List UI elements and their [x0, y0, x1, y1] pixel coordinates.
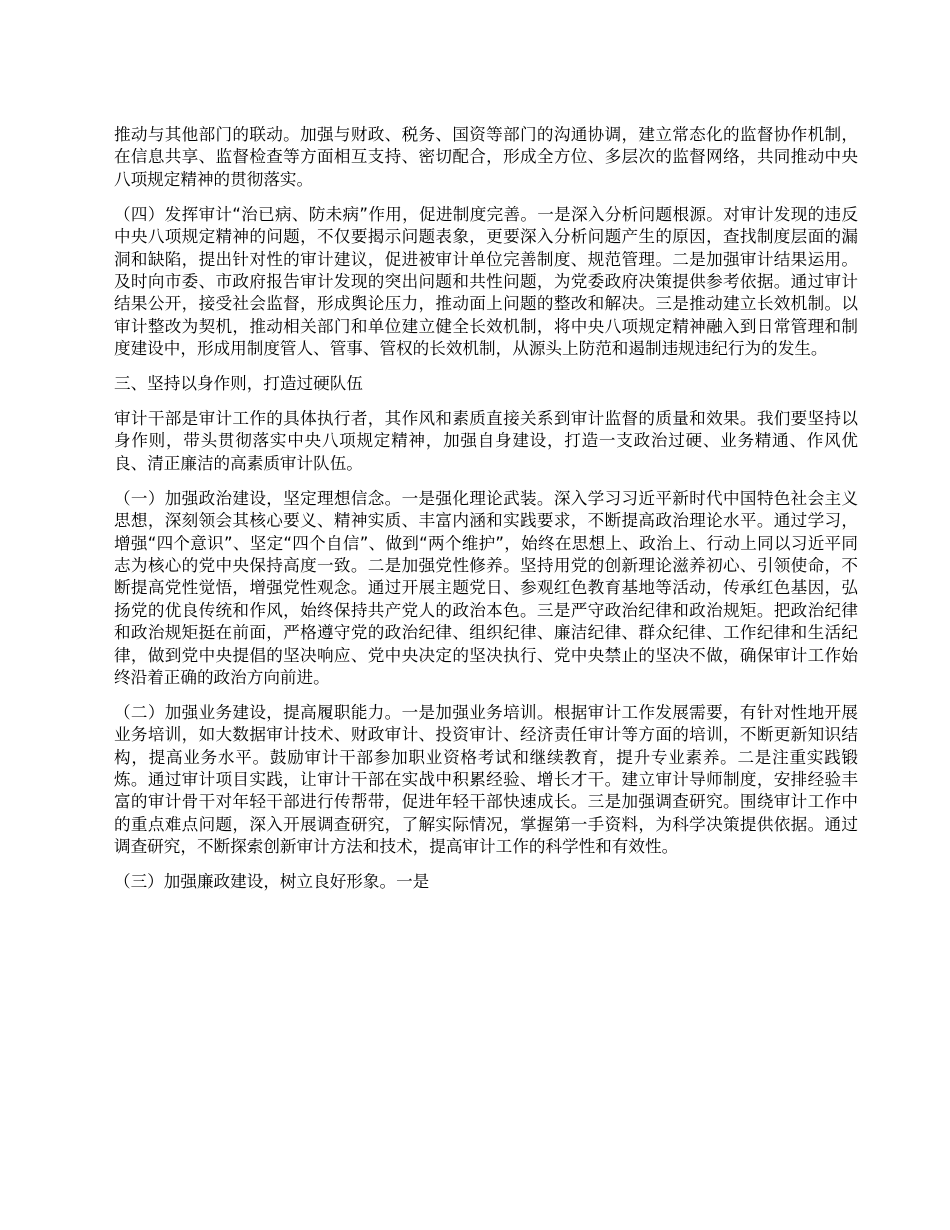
paragraph-business-building: （二）加强业务建设，提高履职能力。一是加强业务培训。根据审计工作发展需要，有针对性地开展业务培训，如大数据审计技术、财政审计、投资审计、经济责任审计等方面的培训，不断更新知识结构，提高业务水平。鼓励审计干部参加职业资格考试和继续教育，提升专业素养。二是注重实践锻炼。通过审计项目实践，让审计干部在实战中积累经验、增长才干。建立审计导师制度，安排经验丰富的审计骨干对年轻干部进行传帮带，促进年轻干部快速成长。三是加强调查研究。围绕审计工作中的重点难点问题，深入开展调查研究，了解实际情况，掌握第一手资料，为科学决策提供依据。通过调查研究，不断探索创新审计方法和技术，提高审计工作的科学性和有效性。 — [114, 702, 858, 857]
paragraph-political-building: （一）加强政治建设，坚定理想信念。一是强化理论武装。深入学习习近平新时代中国特色社会主义思想，深刻领会其核心要义、精神实质、丰富内涵和实践要求，不断提高政治理论水平。通过学习，增强“四个意识”、坚定“四个自信”、做到“两个维护”，始终在思想上、政治上、行动上同以习近平同志为核心的党中央保持高度一致。二是加强党性修养。坚持用党的创新理论滋养初心、引领使命，不断提高党性觉悟，增强党性观念。通过开展主题党日、参观红色教育基地等活动，传承红色基因，弘扬党的优良传统和作风，始终保持共产党人的政治本色。三是严守政治纪律和政治规矩。把政治纪律和政治规矩挺在前面，严格遵守党的政治纪律、组织纪律、廉洁纪律、群众纪律、工作纪律和生活纪律，做到党中央提倡的坚决响应、党中央决定的坚决执行、党中央禁止的坚决不做，确保审计工作始终沿着正确的政治方向前进。 — [114, 488, 858, 687]
paragraph-section-four: （四）发挥审计“治已病、防未病”作用，促进制度完善。一是深入分析问题根源。对审计发现的违反中央八项规定精神的问题，不仅要揭示问题表象，更要深入分析问题产生的原因，查找制度层面的漏洞和缺陷，提出针对性的审计建议，促进被审计单位完善制度、规范管理。二是加强审计结果运用。及时向市委、市政府报告审计发现的突出问题和共性问题，为党委政府决策提供参考依据。通过审计结果公开，接受社会监督，形成舆论压力，推动面上问题的整改和解决。三是推动建立长效机制。以审计整改为契机，推动相关部门和单位建立健全长效机制，将中央八项规定精神融入到日常管理和制度建设中，形成用制度管人、管事、管权的长效机制，从源头上防范和遏制违规违纪行为的发生。 — [114, 204, 858, 359]
paragraph-joint-supervision: 推动与其他部门的联动。加强与财政、税务、国资等部门的沟通协调，建立常态化的监督协作机制，在信息共享、监督检查等方面相互支持、密切配合，形成全方位、多层次的监督网络，共同推动中央八项规定精神的贯彻落实。 — [114, 125, 858, 189]
paragraph-team-intro: 审计干部是审计工作的具体执行者，其作风和素质直接关系到审计监督的质量和效果。我们要坚持以身作则，带头贯彻落实中央八项规定精神，加强自身建设，打造一支政治过硬、业务精通、作风优良、清正廉洁的高素质审计队伍。 — [114, 408, 858, 473]
document-body — [114, 124, 858, 906]
paragraph-integrity-building: （三）加强廉政建设，树立良好形象。一是 — [114, 872, 430, 892]
section-heading-three: 三、坚持以身作则，打造过硬队伍 — [114, 374, 363, 394]
